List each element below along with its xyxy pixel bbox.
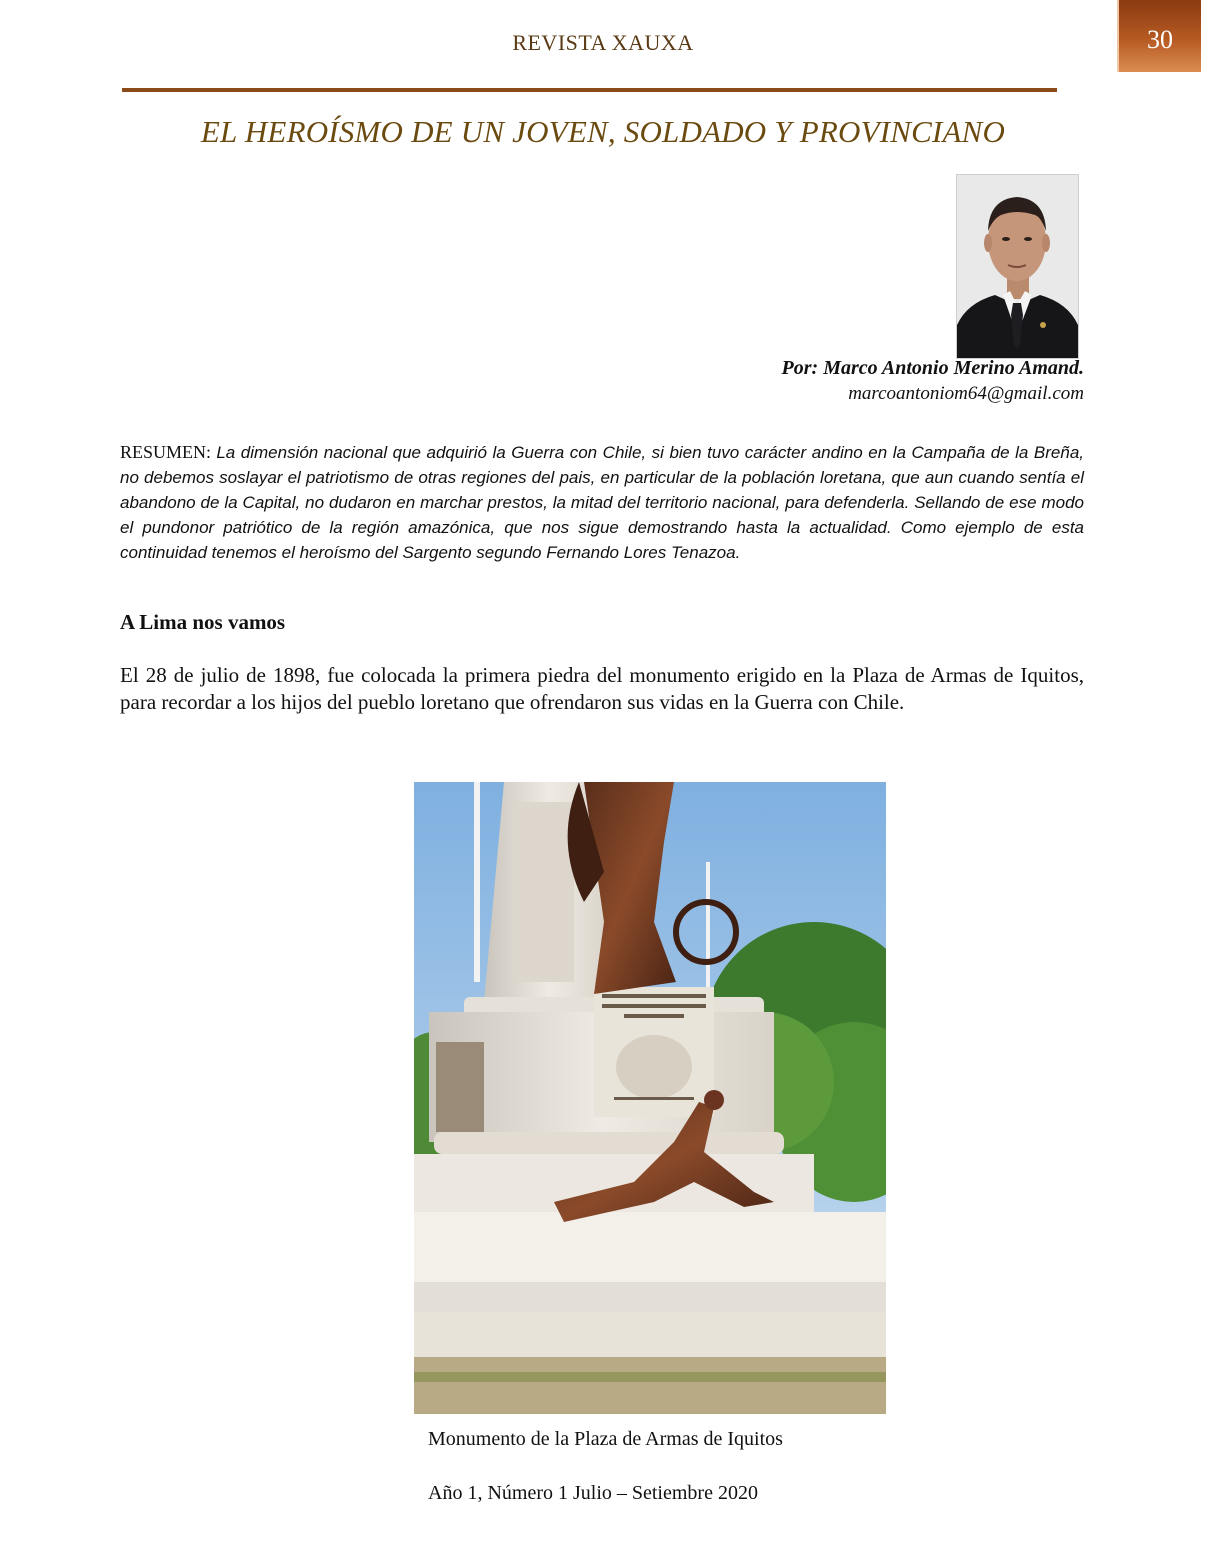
- section-heading: A Lima nos vamos: [120, 610, 286, 634]
- monument-photo-icon: [414, 782, 886, 1414]
- issue-footer: Año 1, Número 1 Julio – Setiembre 2020: [428, 1482, 758, 1504]
- author-email: marcoantoniom64@gmail.com: [848, 383, 1084, 404]
- abstract-label: RESUMEN:: [120, 442, 217, 462]
- abstract-text: La dimensión nacional que adquirió la Guerra con Chile, si bien tuvo carácter andino en la Campaña de la Breña, no debemos soslayar el patriotismo de otras regiones del pais, en particular de la población loretana, que aun cuando sentía el abandono de la Capital, no dudaron en marchar prestos, la mitad del territorio nacional, para defenderla. Sellando de ese modo el pundonor patriótico de la región amazónica, que nos sigue demostrando hasta la actualidad. Como ejemplo de esta continuidad tenemos el heroísmo del Sargento segundo Fernando Lores Tenazoa.: [120, 443, 1085, 562]
- page-number-tab: 30: [1119, 0, 1201, 72]
- header-rule: [122, 88, 1057, 92]
- author-portrait-icon: [956, 174, 1079, 359]
- author-byline: Por: Marco Antonio Merino Amand.: [781, 357, 1084, 379]
- figure-caption: Monumento de la Plaza de Armas de Iquitos: [428, 1428, 783, 1450]
- body-paragraph: El 28 de julio de 1898, fue colocada la primera piedra del monumento erigido en la Plaza de Armas de Iquitos, para recordar a los hijos del pueblo loretano que ofrendaron sus vidas en la Guerra con Chile.: [120, 663, 1084, 714]
- article-title: EL HEROÍSMO DE UN JOVEN, SOLDADO Y PROVINCIANO: [200, 114, 1006, 149]
- abstract: [120, 440, 1084, 565]
- journal-name: REVISTA XAUXA: [512, 30, 694, 55]
